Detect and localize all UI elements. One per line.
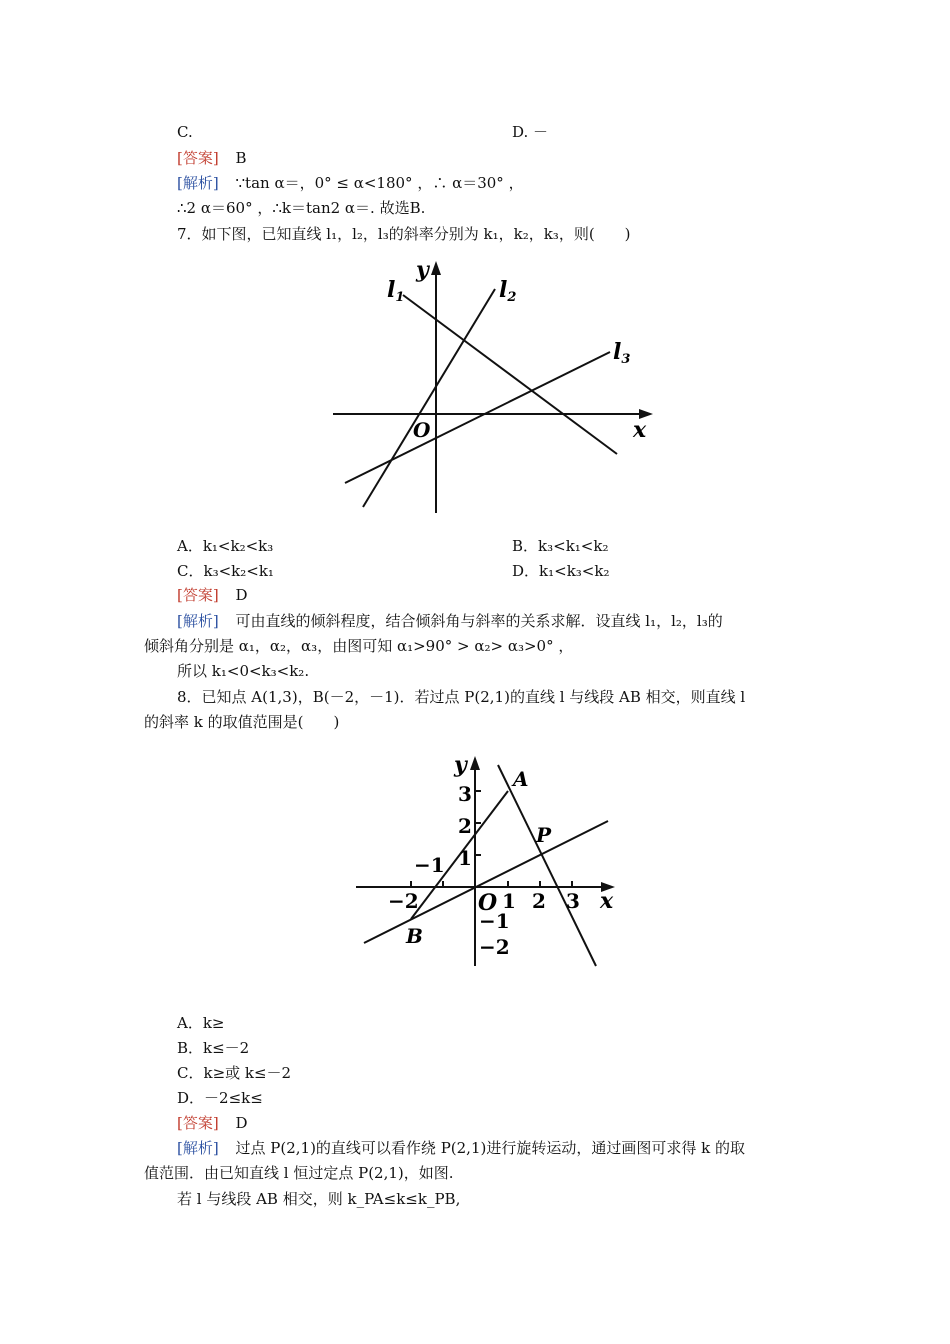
q8-option-b: B．k≤－2 [177,1039,250,1057]
q7-analysis-line3: 所以 k₁<0<k₃<k₂. [177,662,310,680]
q7-answer [177,585,248,605]
answer-value: B [235,149,247,167]
q7-l1-label: l1 [387,277,405,305]
q8-ytick-label: −2 [479,935,510,959]
q8-figure [350,748,630,973]
q6-option-d: D. － [512,123,549,141]
q8-option-d: D．－2≤k≤ [177,1089,263,1107]
q7-y-arrow [431,261,441,275]
q8-xtick-label: 1 [502,889,516,913]
q7-option-a: A．k₁<k₂<k₃ [177,537,274,555]
q7-stem: 7．如下图，已知直线 l₁，l₂，l₃的斜率分别为 k₁，k₂，k₃，则( ) [177,225,631,243]
q8-xtick-label: −2 [388,889,419,913]
answer-tag: [答案] [177,149,219,167]
analysis-text: 过点 P(2,1)的直线可以看作绕 P(2,1)进行旋转运动，通过画图可求得 k 的取 [235,1139,745,1157]
analysis-text: ∵tan α＝，0° ≤ α<180° ，∴ α＝30° ， [235,174,524,192]
q8-stem-line1: 8．已知点 A(1,3)，B(－2，－1)．若过点 P(2,1)的直线 l 与线段 AB 相交，则直线 l [177,688,746,706]
q8-option-a: A．k≥ [177,1014,225,1032]
q8-xtick-label: −1 [414,853,445,877]
q7-option-b: B．k₃<k₁<k₂ [512,537,609,555]
q8-point-p-label: P [536,823,552,847]
q7-line-l3 [345,352,610,483]
q8-analysis [177,1138,745,1158]
analysis-tag: [解析] [177,174,219,192]
q7-l2-label: l2 [499,277,517,305]
q7-x-label: x [633,417,647,443]
q8-ytick-label: 2 [458,814,472,838]
q8-answer [177,1113,248,1133]
q8-xtick-label: 3 [566,889,580,913]
q8-y-arrow [470,756,480,770]
q8-analysis-line3: 若 l 与线段 AB 相交，则 k_PA≤k≤k_PB, [177,1190,461,1208]
q8-origin-label: O [478,890,498,916]
q7-origin-label: O [413,418,431,442]
q8-xtick-label: 2 [532,889,546,913]
q7-l3-label: l3 [613,339,631,367]
q7-option-d: D．k₁<k₃<k₂ [512,562,610,580]
answer-tag: [答案] [177,586,219,604]
q8-y-label: y [454,752,467,778]
q8-ytick-label: 1 [458,846,472,870]
q8-analysis-line2: 值范围．由已知直线 l 恒过定点 P(2,1)，如图. [144,1164,454,1182]
q8-ytick-label: 3 [458,782,472,806]
analysis-tag: [解析] [177,612,219,630]
q8-line-pa [498,765,596,966]
q8-option-c: C．k≥或 k≤－2 [177,1064,292,1082]
q7-analysis [177,611,723,631]
q8-point-b-label: B [406,924,423,948]
answer-value: D [235,586,248,604]
q7-y-label: y [416,257,429,283]
q8-point-a-label: A [513,767,529,791]
q8-ytick-label: −1 [479,909,510,933]
answer-value: D [235,1114,248,1132]
q6-answer [177,148,247,168]
q7-line-l2 [363,289,495,507]
q6-analysis-line2: ∴2 α＝60° ，∴k＝tan2 α＝. 故选B. [177,199,426,217]
analysis-tag: [解析] [177,1139,219,1157]
q6-analysis [177,173,524,193]
answer-tag: [答案] [177,1114,219,1132]
q7-analysis-line2: 倾斜角分别是 α₁，α₂，α₃，由图可知 α₁>90° > α₂> α₃>0° ， [144,637,574,655]
analysis-text: 可由直线的倾斜程度，结合倾斜角与斜率的关系求解．设直线 l₁，l₂，l₃的 [235,612,723,630]
q8-stem-line2: 的斜率 k 的取值范围是( ) [144,713,340,731]
q8-x-label: x [600,888,614,914]
q6-option-c: C. [177,123,193,141]
q7-option-c: C．k₃<k₂<k₁ [177,562,274,580]
q7-figure [325,255,665,520]
